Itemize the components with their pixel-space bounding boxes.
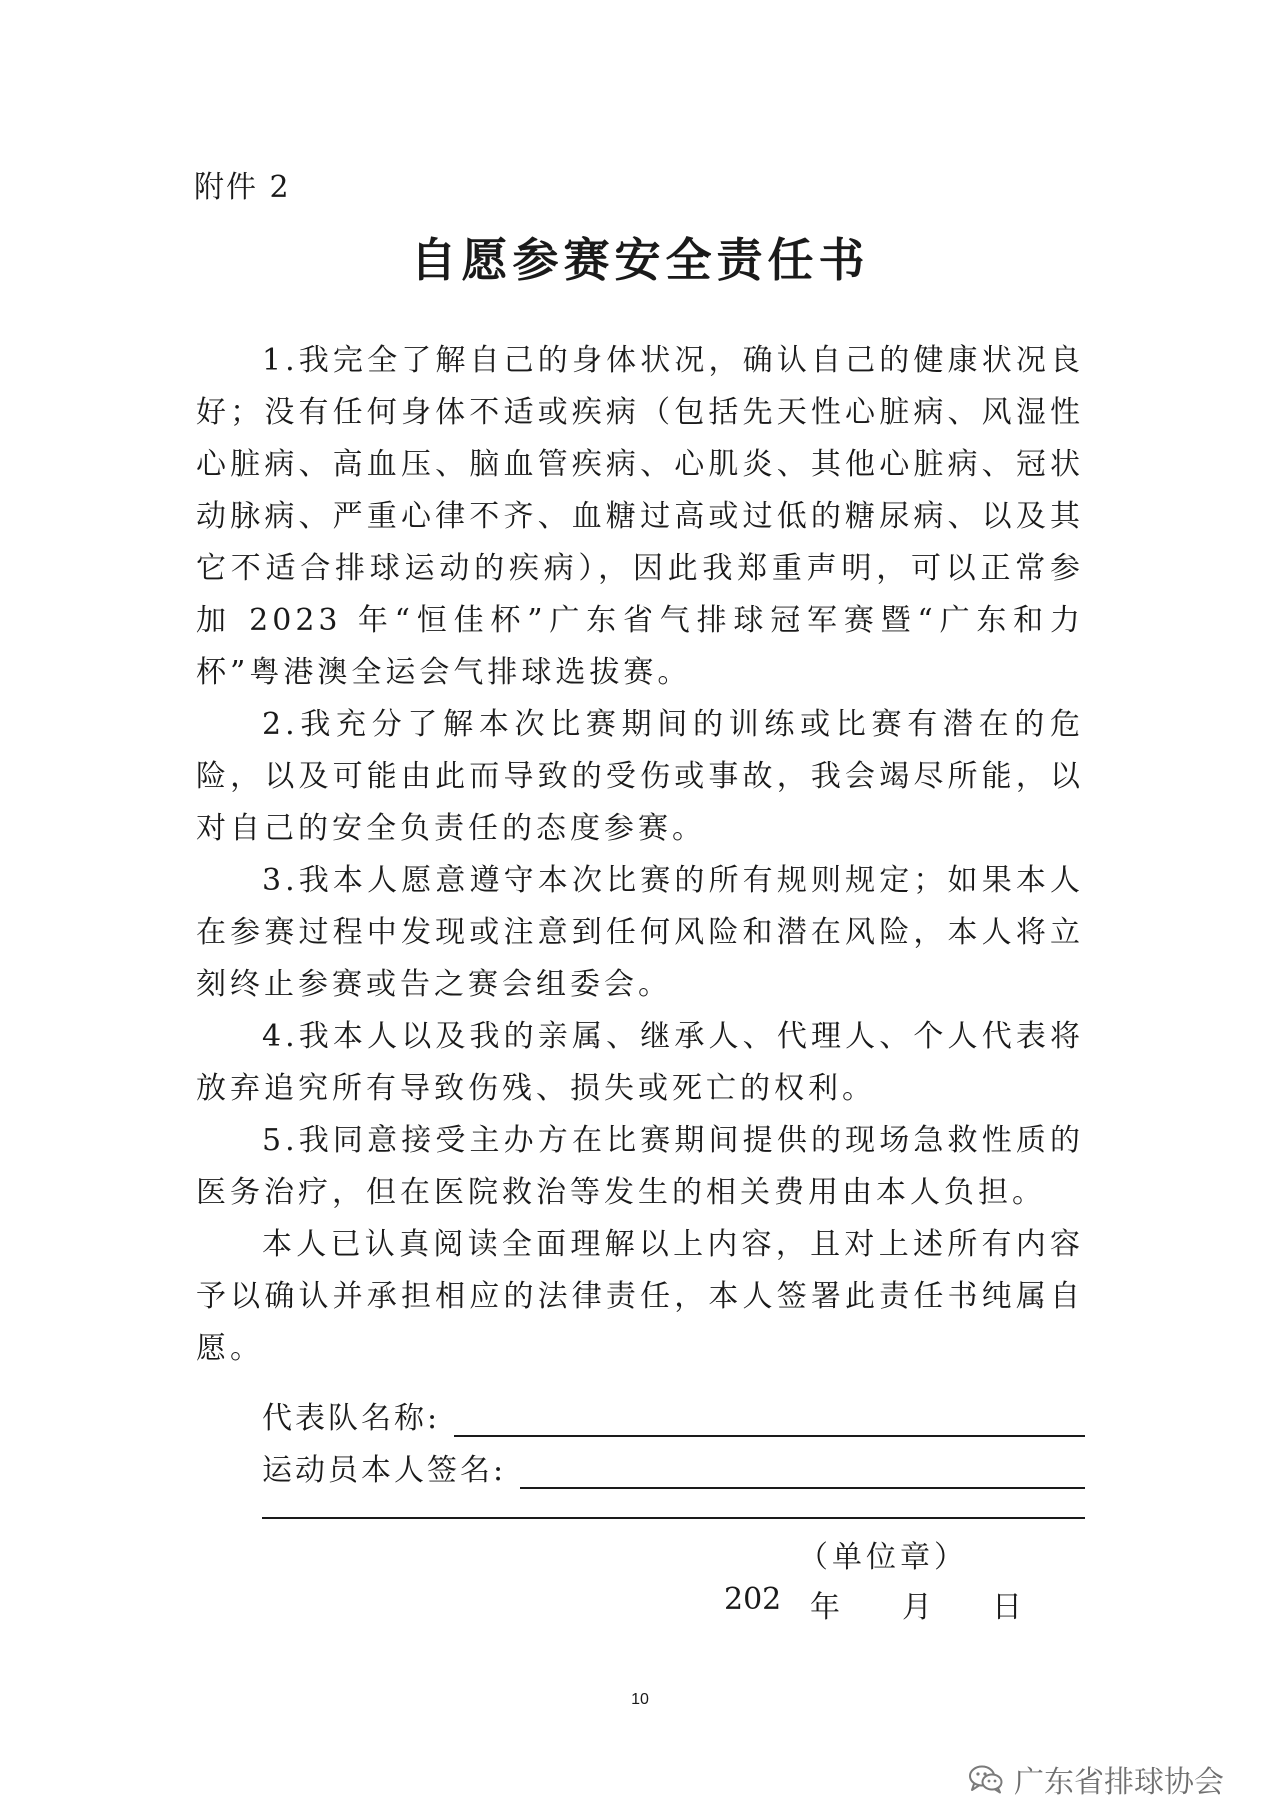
date-line — [724, 1582, 1022, 1626]
clause-4: 4.我本人以及我的亲属、继承人、代理人、个人代表将放弃追究所有导致伤残、损失或死亡的权利。 — [196, 1019, 1084, 1106]
team-name-field[interactable] — [454, 1401, 1085, 1437]
wechat-icon — [968, 1764, 1004, 1794]
clause-2: 2.我充分了解本次比赛期间的训练或比赛有潜在的危险，以及可能由此而导致的受伤或事故，我会竭尽所能，以对自己的安全负责任的态度参赛。 — [196, 707, 1084, 846]
clause-1: 1.我完全了解自己的身体状况，确认自己的健康状况良好；没有任何身体不适或疾病（包括先天性心脏病、风湿性心脏病、高血压、脑血管疾病、心肌炎、其他心脏病、冠状动脉病、严重心律不齐、血糖过高或过低的糖尿病、以及其它不适合排球运动的疾病），因此我郑重声明，可以正常参加 2023 年“恒佳杯”广东省气排球冠军赛暨“广东和力杯”粤港澳全运会气排球选拔赛。 — [196, 343, 1084, 690]
team-name-label: 代表队名称: — [262, 1401, 441, 1436]
team-name-row — [262, 1385, 1085, 1437]
document-title: 自愿参赛安全责任书 — [410, 233, 870, 287]
athlete-signature-label: 运动员本人签名: — [262, 1453, 507, 1488]
unit-seal-label: （单位章） — [798, 1540, 968, 1575]
date-year: 202 — [724, 1582, 782, 1617]
signature-block — [262, 1385, 1085, 1519]
extra-signature-line[interactable] — [262, 1517, 1085, 1519]
document-body — [196, 335, 1084, 1375]
clause-3: 3.我本人愿意遵守本次比赛的所有规则规定；如果本人在参赛过程中发现或注意到任何风险和潜在风险，本人将立刻终止参赛或告之赛会组委会。 — [196, 863, 1084, 1002]
date-year-unit: 年 — [810, 1590, 840, 1625]
athlete-signature-field[interactable] — [520, 1453, 1085, 1489]
declaration-paragraph: 本人已认真阅读全面理解以上内容，且对上述所有内容予以确认并承担相应的法律责任，本人签署此责任书纯属自愿。 — [196, 1227, 1084, 1366]
athlete-signature-row — [262, 1437, 1085, 1489]
clause-5: 5.我同意接受主办方在比赛期间提供的现场急救性质的医务治疗，但在医院救治等发生的相关费用由本人负担。 — [196, 1123, 1084, 1210]
date-month-unit: 月 — [902, 1590, 932, 1625]
date-day-unit: 日 — [992, 1590, 1022, 1625]
watermark-text: 广东省排球协会 — [1014, 1765, 1224, 1800]
page-number: 10 — [631, 1691, 649, 1708]
watermark — [968, 1757, 1224, 1801]
attachment-label: 附件 2 — [194, 170, 291, 205]
